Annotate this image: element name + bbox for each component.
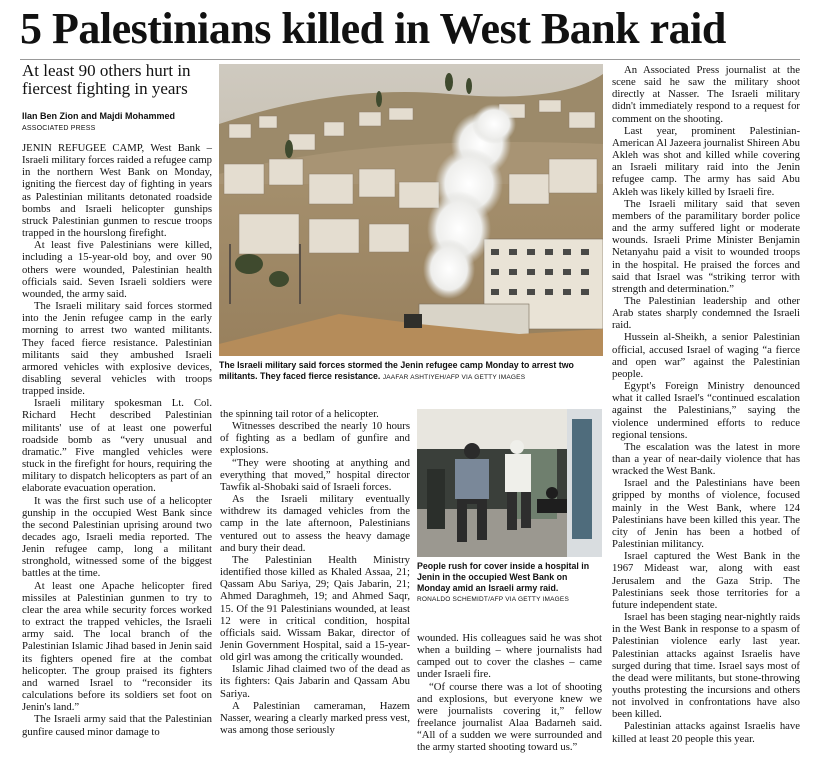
paragraph: Witnesses described the nearly 10 hours of fighting as a bedlam of gunfire and explosions. [220,420,410,457]
paragraph: The escalation was the latest in more than a year of near-daily violence that has wracked the West Bank. [612,440,800,478]
photo1-credit: JAAFAR ASHTIYEH/AFP VIA GETTY IMAGES [382,374,526,381]
paragraph: Israel and the Palestinians have been gripped by months of violence, focused mainly in the West Bank, where 124 Palestinians have been killed this year. The city of Jenin has been a hotbed of Palestinian militancy. [612,477,800,551]
column-4 [612,64,800,754]
headline: 5 Palestinians killed in West Bank raid [20,4,726,53]
paragraph: Israeli military spokesman Lt. Col. Richard Hecht described Palestinian militants' use of at least one powerful roadside bomb as “very unusual and dramatic.” Five mangled vehicles were stuck in the firefight for hours, requiring the military to dispatch helicopters as part of an elaborate evacuation operation. [22,397,212,495]
paragraph: The Israeli army said that the Palestinian gunfire caused minor damage to [22,713,212,738]
photo1-caption-text: The Israeli military said forces stormed the Jenin refugee camp Monday to arrest two militants. They faced fierce resistance. [219,360,574,381]
deck: At least 90 others hurt in fiercest fighting in years [22,61,191,98]
paragraph: It was the first such use of a helicopter gunship in the occupied West Bank since the second Palestinian uprising around two decades ago, Israeli media reported. The Jenin refugee camp, long a militant stronghold, witnessed some of the biggest battles at the time. [22,494,212,580]
column-1 [22,142,212,752]
paragraph: JENIN REFUGEE CAMP, West Bank – Israeli military forces raided a refugee camp in the northern West Bank on Monday, igniting the fiercest day of fighting in years as Palestinian militants detonated roadside bombs and Israeli helicopter gunships struck Palestinian gunmen to rescue troops trapped in the hourslong firefight. [22,142,212,240]
paragraph: The Israeli military said that seven members of the paramilitary border police and the army suffered light or moderate wounds. Israeli Prime Minister Benjamin Netanyahu paid a visit to wounded troops in the hospital. He praised the forces and said that Israel was “striking terror with strength and determination.” [612,197,800,295]
photo2-credit: RONALDO SCHEMIDT/AFP VIA GETTY IMAGES [417,596,569,603]
photo-jenin-camp-smoke [219,64,603,356]
paragraph: Israel has been staging near-nightly raids in the West Bank in response to a spasm of Palestinian violence early last year. Palestinian attacks against Israelis have surged during that time. Israel says most of the dead were militants, but stone-throwing youths protesting the incursions and others not involved in confrontations have also been killed. [612,611,800,721]
paragraph: At least five Palestinians were killed, including a 15-year-old boy, and over 90 others were wounded, Palestinian health officials said. Seven Israeli soldiers were wounded, the army said. [22,239,212,300]
paragraph: Last year, prominent Palestinian-American Al Jazeera journalist Shireen Abu Akleh was shot and killed while covering an Israeli military raid into the Jenin refugee camp. The army has said Abu Akleh was likely killed by Israeli fire. [612,124,800,198]
photo1-caption [219,360,603,383]
paragraph: “Of course there was a lot of shooting and explosions, but everyone knew we were journalists covering it,” fellow freelance journalist Alaa Badarneh said. “All of a sudden we were surrounded and the army started shooting toward us.” [417,680,602,754]
column-2 [220,408,410,753]
paragraph: Israel captured the West Bank in the 1967 Mideast war, along with east Jerusalem and the Gaza Strip. The Palestinians seek those territories for a future independent state. [612,550,800,611]
paragraph: “They were shooting at anything and everything that moved,” hospital director Tawfik al-Shobaki said of Israeli forces. [220,456,410,493]
photo-hospital [417,409,602,557]
headline-rule [20,59,800,60]
paragraph: A Palestinian cameraman, Hazem Nasser, wearing a clearly marked press vest, was among those seriously [220,699,410,737]
paragraph: Islamic Jihad claimed two of the dead as its fighters: Qais Jabarin and Qassam Abu Sariya. [220,663,410,700]
photo2-caption-text: People rush for cover inside a hospital in Jenin in the occupied West Bank on Monday amid an Israeli army raid. [417,561,590,593]
paragraph: At least one Apache helicopter fired missiles at Palestinian gunmen to try to clear the area while security forces worked to extract the trapped vehicles, the Israeli army said. The local branch of the Palestinian Islamic Jihad based in Jenin said its fighters opened fire at the combat helicopter. The group praised its fighters and warned Israel to “reconsider its calculations before its soldiers set foot on Jenin's land.” [22,579,212,714]
column-3 [417,632,602,752]
paragraph: wounded. His colleagues said he was shot when a building – where journalists had camped out to cover the clashes – came under Israeli fire. [417,632,602,681]
paragraph: An Associated Press journalist at the scene said he saw the military shoot directly at Nasser. The Israeli military didn't immediately respond to a request for comment on the shooting. [612,64,800,125]
paragraph: Hussein al-Sheikh, a senior Palestinian official, accused Israel of waging “a fierce and open war” against the Palestinian people. [612,331,800,380]
paragraph: The Israeli military said forces stormed into the Jenin refugee camp in the early morning to arrest two wanted militants. They faced fierce resistance. Palestinian militants said they ambushed Israeli armored vehicles with explosive devices, disabling several vehicles with troops trapped inside. [22,300,212,398]
paragraph: As the Israeli military eventually withdrew its damaged vehicles from the camp in the late afternoon, Palestinians ventured out to assess the heavy damage and bury their dead. [220,493,410,554]
byline: Ilan Ben Zion and Majdi Mohammed [22,111,176,121]
paragraph: The Palestinian Health Ministry identified those killed as Khaled Assaa, 21; Qassam Abu Sariya, 29; Qais Jabarin, 21; Ahmed Daraghmeh, 19; and Ahmed Saqr, 15. Of the 91 Palestinians wounded, at least 12 were in critical condition, hospital officials said. Wissam Bakar, director of Jenin Government Hospital, said a 15-year-old girl was among the critically wounded. [220,553,410,664]
paragraph: Palestinian attacks against Israelis have killed at least 20 people this year. [612,720,800,745]
agency-credit: ASSOCIATED PRESS [22,125,96,132]
paragraph: The Palestinian leadership and other Arab states sharply condemned the Israeli raid. [612,294,800,332]
paragraph: the spinning tail rotor of a helicopter. [220,408,379,420]
paragraph: Egypt's Foreign Ministry denounced what it called Israel's “continued escalation against the Palestinians,” saying the violence undermined efforts to reduce regional tensions. [612,380,800,441]
photo2-caption [417,561,602,605]
